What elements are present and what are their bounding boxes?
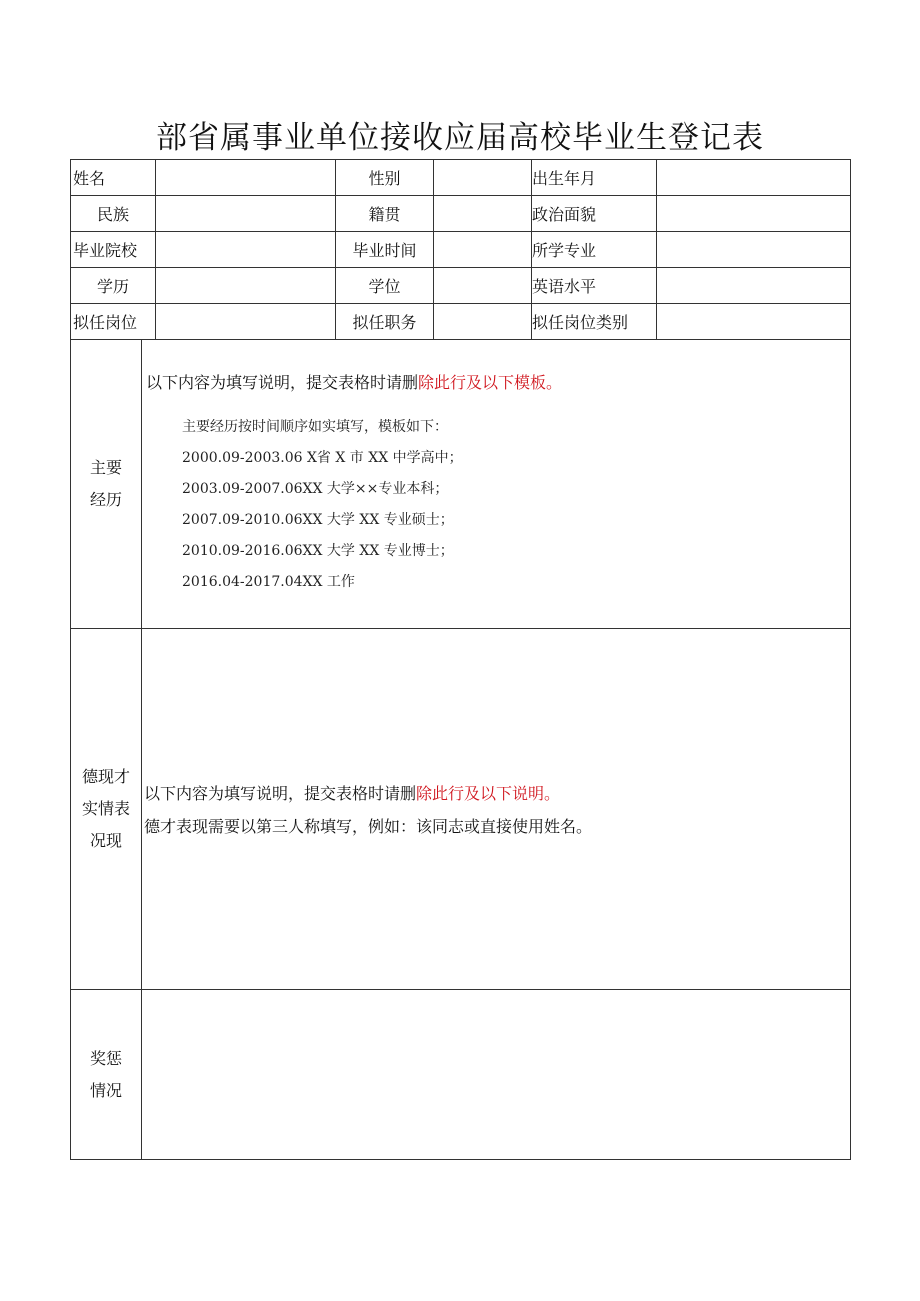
moral-field[interactable]: [142, 629, 851, 990]
degree-label: 学位: [336, 268, 434, 304]
position-field[interactable]: [156, 304, 336, 340]
school-field[interactable]: [156, 232, 336, 268]
duty-label: 拟任职务: [336, 304, 434, 340]
degree-field[interactable]: [434, 268, 532, 304]
native-place-label: 籍贯: [336, 196, 434, 232]
birth-label: 出生年月: [532, 160, 657, 196]
form-row-3: [71, 232, 851, 268]
form-row-1: [71, 160, 851, 196]
position-type-field[interactable]: [657, 304, 851, 340]
education-label: 学历: [71, 268, 156, 304]
name-label: 姓名: [71, 160, 156, 196]
registration-form: [70, 159, 851, 1160]
experience-field[interactable]: [142, 340, 851, 629]
political-status-label: 政治面貌: [532, 196, 657, 232]
english-level-label: 英语水平: [532, 268, 657, 304]
major-label: 所学专业: [532, 232, 657, 268]
form-row-2: [71, 196, 851, 232]
graduation-time-field[interactable]: [434, 232, 532, 268]
list-item: 2003.09-2007.06XX 大学××专业本科；: [182, 481, 449, 497]
experience-label: 主要 经历: [71, 340, 142, 629]
experience-note: 以下内容为填写说明，提交表格时请删除此行及以下模板。: [146, 373, 563, 392]
experience-template: [146, 412, 846, 598]
moral-label: 德现才 实情表 况现: [71, 629, 142, 990]
list-item: 2016.04-2017.04XX 工作: [182, 574, 355, 590]
position-label: 拟任岗位: [71, 304, 156, 340]
list-item: 2000.09-2003.06 X省 X 市 XX 中学高中；: [182, 450, 463, 466]
major-field[interactable]: [657, 232, 851, 268]
awards-row: [71, 990, 851, 1160]
position-type-label: 拟任岗位类别: [532, 304, 657, 340]
moral-note: 以下内容为填写说明，提交表格时请删除此行及以下说明。: [144, 784, 561, 803]
gender-field[interactable]: [434, 160, 532, 196]
gender-label: 性别: [336, 160, 434, 196]
awards-label: 奖惩 情况: [71, 990, 142, 1160]
name-field[interactable]: [156, 160, 336, 196]
school-label: 毕业院校: [71, 232, 156, 268]
graduation-time-label: 毕业时间: [336, 232, 434, 268]
moral-instruction: 德才表现需要以第三人称填写，例如：该同志或直接使用姓名。: [144, 817, 593, 836]
birth-field[interactable]: [657, 160, 851, 196]
ethnicity-label: 民族: [71, 196, 156, 232]
list-item: 2010.09-2016.06XX 大学 XX 专业博士；: [182, 543, 454, 559]
ethnicity-field[interactable]: [156, 196, 336, 232]
moral-row: [71, 629, 851, 990]
native-place-field[interactable]: [434, 196, 532, 232]
awards-field[interactable]: [142, 990, 851, 1160]
form-row-5: [71, 304, 851, 340]
education-field[interactable]: [156, 268, 336, 304]
experience-row: [71, 340, 851, 629]
list-item: 2007.09-2010.06XX 大学 XX 专业硕士；: [182, 512, 454, 528]
english-level-field[interactable]: [657, 268, 851, 304]
political-status-field[interactable]: [657, 196, 851, 232]
form-row-4: [71, 268, 851, 304]
form-title: 部省属事业单位接收应届高校毕业生登记表: [156, 120, 764, 156]
duty-field[interactable]: [434, 304, 532, 340]
experience-intro: 主要经历按时间顺序如实填写，模板如下：: [182, 419, 448, 435]
